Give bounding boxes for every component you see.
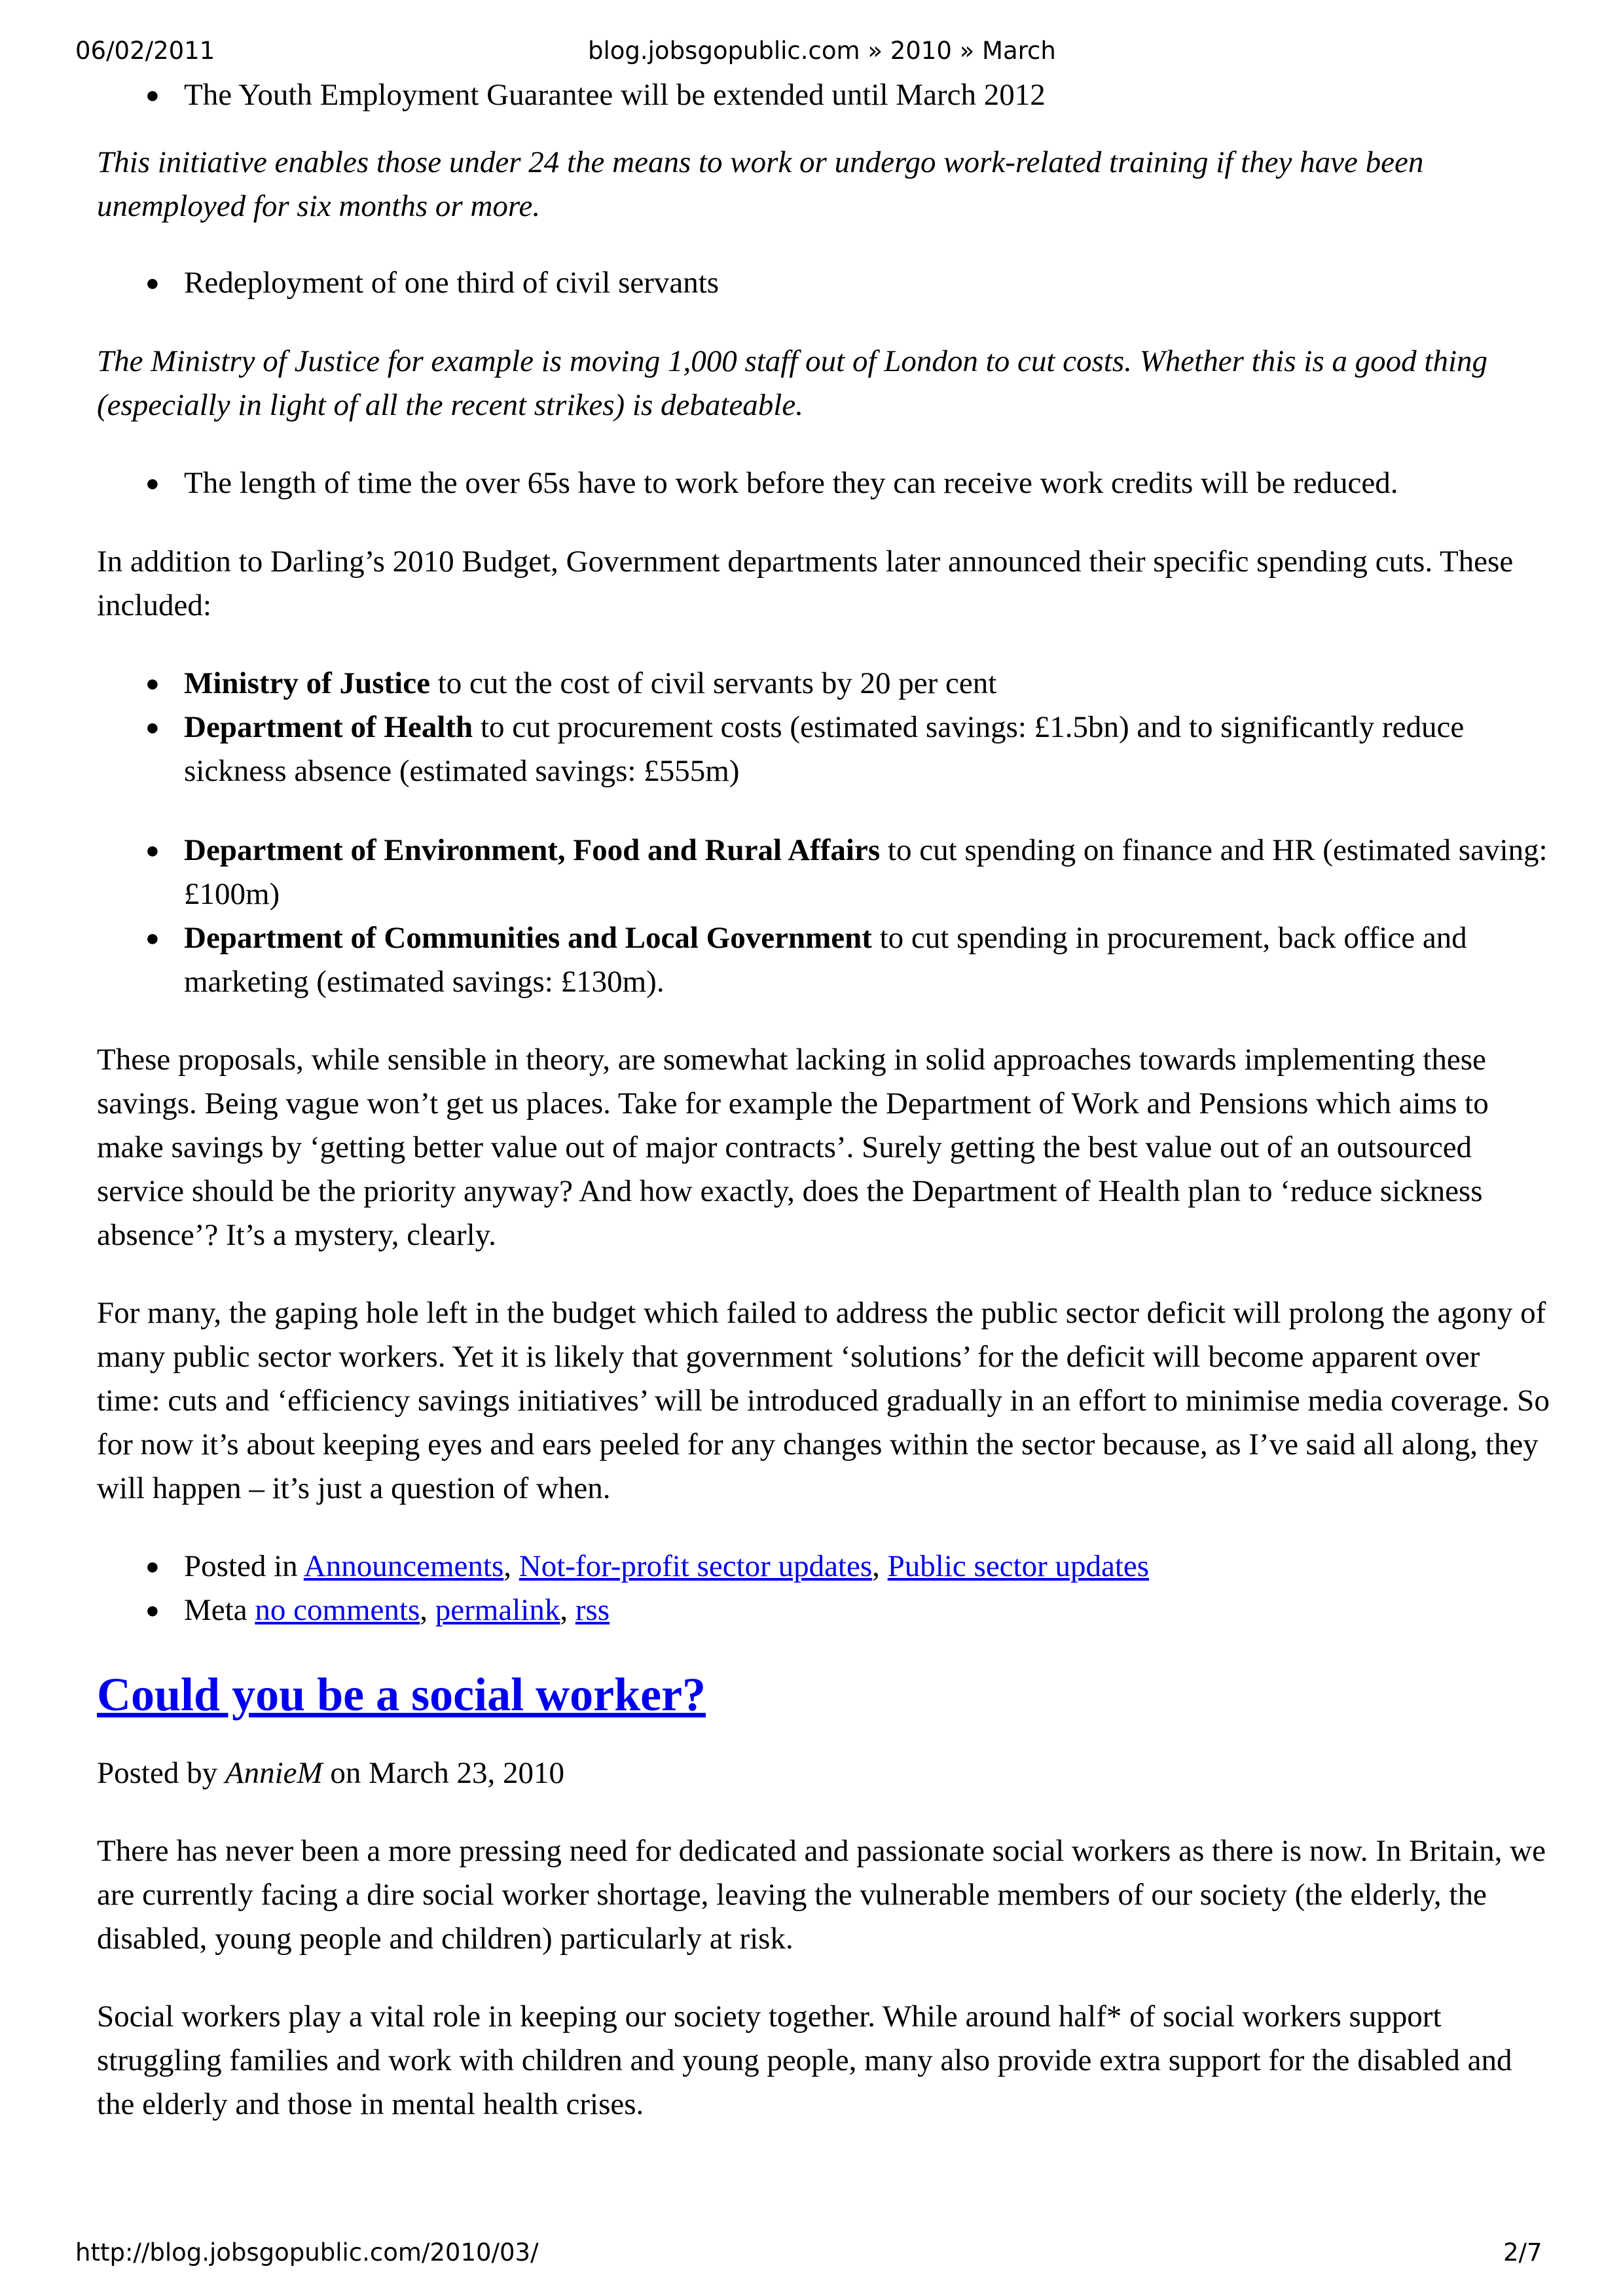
bullet-icon: ●: [145, 1597, 160, 1623]
posted-in-item: ● Posted in Announcements, Not-for-profit sector updates, Public sector updates: [97, 1545, 1550, 1588]
deficit-paragraph: For many, the gaping hole left in the budget which failed to address the public sector deficit will prolong the agony of many public sector workers. Yet it is likely that government ‘solutions’ for the deficit will become apparent over time: cuts and ‘efficiency savings initiatives’ will be introduced gradually in an effort to minimise media coverage. So for now it’s about keeping eyes and ears peeled for any changes within the sector because, as I’ve said all along, they will happen – it’s just a question of when.: [97, 1296, 1550, 1505]
addition-paragraph: In addition to Darling’s 2010 Budget, Government departments later announced their specific spending cuts. These included:: [97, 545, 1514, 622]
list-item: ● Redeployment of one third of civil servants: [97, 261, 1550, 305]
budget-measures-list-2: [97, 261, 1550, 305]
post-title: [97, 1665, 1550, 1724]
category-link-announcements[interactable]: Announcements: [303, 1549, 504, 1583]
bullet-icon: ●: [145, 837, 160, 863]
list-item: ● Department of Health to cut procurement costs (estimated savings: £1.5bn) and to significantly reduce sickness absence (estimated savings: £555m): [97, 706, 1550, 793]
bullet-icon: ●: [145, 714, 160, 740]
category-link-public-sector[interactable]: Public sector updates: [887, 1549, 1150, 1583]
permalink-link[interactable]: permalink: [435, 1593, 560, 1627]
budget-measures-list-1: [97, 73, 1550, 117]
rss-link[interactable]: rss: [575, 1593, 610, 1627]
bullet-icon: ●: [145, 470, 160, 496]
meta-item: ● Meta no comments, permalink, rss: [97, 1588, 1550, 1632]
list-item: ● The length of time the over 65s have to work before they can receive work credits will be reduced.: [97, 461, 1550, 505]
youth-guarantee-note: This initiative enables those under 24 the means to work or undergo work-related training if they have been unemployed for six months or more.: [97, 145, 1424, 223]
bullet-icon: ●: [145, 670, 160, 696]
list-item: ● Ministry of Justice to cut the cost of civil servants by 20 per cent: [97, 662, 1550, 706]
list-item: ● Department of Communities and Local Government to cut spending in procurement, back office and marketing (estimated savings: £130m).: [97, 916, 1550, 1004]
list-item: ● Department of Environment, Food and Rural Affairs to cut spending on finance and HR (estimated saving: £100m): [97, 829, 1550, 916]
social-worker-paragraph-1: There has never been a more pressing need for dedicated and passionate social workers as there is now. In Britain, we are currently facing a dire social worker shortage, leaving the vulnerable members of our society (the elderly, the disabled, young people and children) particularly at risk.: [97, 1834, 1546, 1956]
spending-cuts-list: [97, 662, 1550, 1004]
post-meta-list: [97, 1545, 1550, 1632]
category-link-not-for-profit[interactable]: Not-for-profit sector updates: [519, 1549, 873, 1583]
list-item: ● The Youth Employment Guarantee will be extended until March 2012: [97, 73, 1550, 117]
print-breadcrumb: blog.jobsgopublic.com » 2010 » March: [588, 37, 1056, 65]
proposals-paragraph: These proposals, while sensible in theory, are somewhat lacking in solid approaches towards implementing these savings. Being vague won’t get us places. Take for example the Department of Work and Pensions which aims to make savings by ‘getting better value out of major contracts’. Surely getting the best value out of an outsourced service should be the priority anyway? And how exactly, does the Department of Health plan to ‘reduce sickness absence’? It’s a mystery, clearly.: [97, 1043, 1489, 1252]
bullet-icon: ●: [145, 270, 160, 296]
author-name: AnnieM: [225, 1756, 323, 1790]
bullet-icon: ●: [145, 82, 160, 108]
bullet-icon: ●: [145, 1553, 160, 1579]
page-content: [97, 73, 1550, 2126]
post-title-link[interactable]: Could you be a social worker?: [97, 1668, 706, 1721]
justice-note: The Ministry of Justice for example is moving 1,000 staff out of London to cut costs. Whether this is a good thing (especially in light of all the recent strikes) is debateable.: [97, 344, 1487, 422]
byline: Posted by AnnieM on March 23, 2010: [97, 1756, 565, 1790]
page-number: 2/7: [1503, 2238, 1542, 2267]
no-comments-link[interactable]: no comments: [255, 1593, 420, 1627]
social-worker-paragraph-2: Social workers play a vital role in keeping our society together. While around half* of social workers support struggling families and work with children and young people, many also provide extra support for the disabled and the elderly and those in mental health crises.: [97, 2000, 1512, 2121]
print-url: http://blog.jobsgopublic.com/2010/03/: [75, 2238, 539, 2267]
budget-measures-list-3: [97, 461, 1550, 505]
print-date: 06/02/2011: [75, 37, 215, 65]
bullet-icon: ●: [145, 925, 160, 951]
